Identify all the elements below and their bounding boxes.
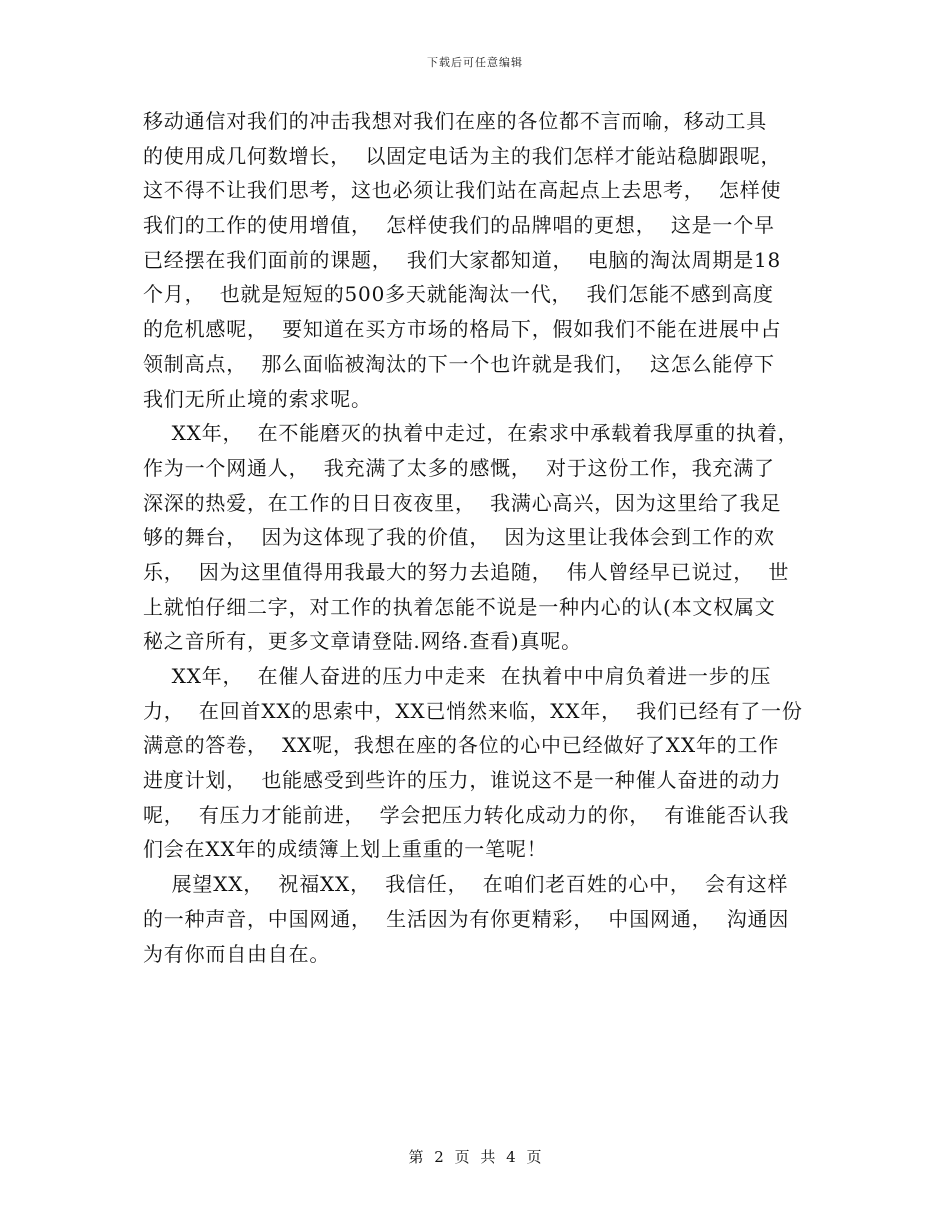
text-line: 呢， 有压力才能前进， 学会把压力转化成动力的你， 有谁能否认我 xyxy=(143,802,790,827)
text-line: 的一种声音，中国网通， 生活因为有你更精彩， 中国网通， 沟通因 xyxy=(143,906,790,931)
text-line: XX年， 在催人奋进的压力中走来 在执着中中肩负着进一步的压 xyxy=(143,664,772,688)
text-line: 移动通信对我们的冲击我想对我们在座的各位都不言而喻，移动工具 xyxy=(143,109,767,133)
text-line: 我们无所止境的索求呢。 xyxy=(143,386,372,411)
text-line: 满意的答卷， XX呢，我想在座的各位的心中已经做好了XX年的工作 xyxy=(143,733,780,758)
text-line: 已经摆在我们面前的课题， 我们大家都知道， 电脑的淘汰周期是18 xyxy=(143,247,782,272)
text-line: 力， 在回首XX的思索中，XX已悄然来临，XX年， 我们已经有了一份 xyxy=(143,698,803,723)
text-line: 进度计划， 也能感受到些许的压力，谁说这不是一种催人奋进的动力 xyxy=(143,768,782,793)
text-line: 上就怕仔细二字，对工作的执着怎能不说是一种内心的认(本文权属文 xyxy=(143,594,776,619)
text-line: 的使用成几何数增长， 以固定电话为主的我们怎样才能站稳脚跟呢， xyxy=(143,143,782,168)
page-number: 第 2 页 共 4 页 xyxy=(408,1148,542,1166)
text-line: 深深的热爱，在工作的日日夜夜里， 我满心高兴，因为这里给了我足 xyxy=(143,490,782,515)
text-line: 的危机感呢， 要知道在买方市场的格局下，假如我们不能在进展中占 xyxy=(143,317,782,342)
text-line: 展望XX， 祝福XX， 我信任， 在咱们老百姓的心中， 会有这样 xyxy=(143,872,789,897)
text-line: 够的舞台， 因为这体现了我的价值， 因为这里让我体会到工作的欢 xyxy=(143,525,775,550)
text-line: 这不得不让我们思考，这也必须让我们站在高起点上去思考， 怎样使 xyxy=(143,178,782,203)
document-body xyxy=(143,104,823,971)
text-line: 领制高点， 那么面临被淘汰的下一个也许就是我们， 这怎么能停下 xyxy=(143,351,775,376)
text-line: 个月， 也就是短短的500多天就能淘汰一代， 我们怎能不感到高度 xyxy=(143,282,774,307)
text-line: 我们的工作的使用增值， 怎样使我们的品牌唱的更想， 这是一个早 xyxy=(143,213,775,238)
text-line: 秘之音所有，更多文章请登陆.网络.查看)真呢。 xyxy=(143,629,582,654)
text-line: 为有你而自由自在。 xyxy=(143,941,331,966)
page-header: 下载后可任意编辑 xyxy=(427,56,523,69)
text-line: XX年， 在不能磨灭的执着中走过，在索求中承载着我厚重的执着， xyxy=(143,421,799,446)
text-line: 乐， 因为这里值得用我最大的努力去追随， 伟人曾经早已说过， 世 xyxy=(143,559,790,584)
text-line: 们会在XX年的成绩簿上划上重重的一笔呢！ xyxy=(143,837,548,862)
text-line: 作为一个网通人， 我充满了太多的感慨， 对于这份工作，我充满了 xyxy=(143,455,775,480)
